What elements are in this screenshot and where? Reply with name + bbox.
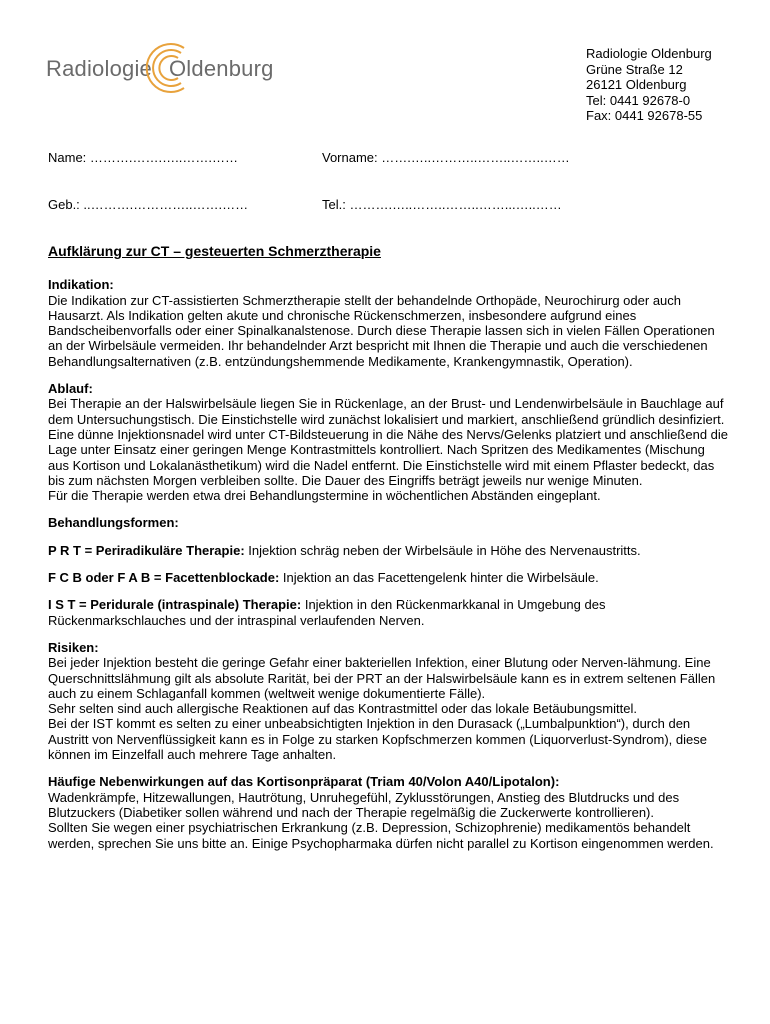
logo-word-oldenburg: Oldenburg <box>169 56 274 81</box>
document-title: Aufklärung zur CT – gesteuerten Schmerztherapie <box>48 243 381 259</box>
treatment-desc: Injektion an das Facettengelenk hinter die Wirbelsäule. <box>279 570 599 586</box>
section-behandlungsformen <box>48 515 728 627</box>
treatment-term: I S T = Peridurale (intraspinale) Therapie: <box>48 597 302 613</box>
treatment-item <box>48 543 728 558</box>
address-line: 26121 Oldenburg <box>586 77 687 92</box>
section-heading: Häufige Nebenwirkungen auf das Kortisonpräparat (Triam 40/Volon A40/Lipotalon): <box>48 774 560 790</box>
clinic-address <box>586 46 712 124</box>
vorname-field[interactable]: Vorname: …….…..………..……..……..…… <box>322 150 570 165</box>
section-text: Für die Therapie werden etwa drei Behandlungstermine in wöchentlichen Abständen eingeplant. <box>48 488 601 504</box>
section-text: Bei der IST kommt es selten zu einer unbeabsichtigten Injektion in den Durasack („Lumbalpunktion“), durch den Austritt von Nervenflüssigkeit kann es in Folge zu starken Kopfschmerzen kommen (Liquorverlust-Syndrom), diese können im Einzelfall auch mehrere Tage anhalten. <box>48 716 707 763</box>
section-heading: Risiken: <box>48 639 99 655</box>
treatment-term: P R T = Periradikuläre Therapie: <box>48 542 245 558</box>
section-text: Bei Therapie an der Halswirbelsäule liegen Sie in Rückenlage, an der Brust- und Lendenwirbelsäule in Bauchlage auf dem Untersuchungstisch. Die Einstichstelle wird zunächst lokalisiert und markiert, anschließend gründlich desinfiziert. Eine dünne Injektionsnadel wird unter CT-Bildsteuerung in die Nähe des Nervs/Gelenks platziert und anschließend die Lage unter Einsatz einer geringen Menge Kontrastmittels kontrolliert. Nach Spritzen des Medikamentes (Mischung aus Kortison und Lokalanästhetikum) wird die Nadel entfernt. Die Einstichstelle wird mit einem Pflaster bedeckt, das bis zum nächsten Morgen verbleiben sollte. Die Dauer des Eingriffs beträgt jeweils nur wenige Minuten. <box>48 396 729 488</box>
section-indikation <box>48 277 728 369</box>
address-fax: Fax: 0441 92678-55 <box>586 108 703 123</box>
address-line: Radiologie Oldenburg <box>586 46 712 61</box>
logo-word-radiologie: Radiologie <box>46 56 152 81</box>
section-heading: Indikation: <box>48 277 114 293</box>
address-phone: Tel: 0441 92678-0 <box>586 92 691 108</box>
geb-field[interactable]: Geb.: ..……….…………..…….…… <box>48 197 249 212</box>
treatment-item <box>48 570 728 585</box>
section-text: Wadenkrämpfe, Hitzewallungen, Hautrötung, Unruhegefühl, Zyklusstörungen, Anstieg des Blutdrucks und des Blutzuckers (Diabetiker sollen während und nach der Therapie regelmäßig die Zuckerwerte kontrollieren). <box>48 789 680 820</box>
document-body <box>48 244 728 863</box>
section-risiken <box>48 640 728 762</box>
section-text: Sehr selten sind auch allergische Reaktionen auf das Kontrastmittel oder das lokale Betäubungsmittel. <box>48 701 637 717</box>
section-text: Die Indikation zur CT-assistierten Schmerztherapie stellt der behandelnde Orthopäde, Neurochirurg oder auch Hausarzt. Als Indikation gelten akute und chronische Rückenschmerzen, insbesondere aufgrund eines Bandscheibenvorfalls oder einer Spinalkanalstenose. Durch diese Therapie lassen sich in vielen Fällen Operationen an der Wirbelsäule vermeiden. Ihr behandelnder Arzt bespricht mit Ihnen die Therapie und auch die verschiedenen Behandlungsalternativen (z.B. entzündungshemmende Medikamente, Krankengymnastik, Operation). <box>48 292 715 369</box>
name-field[interactable]: Name: ……….…….…..…….…… <box>48 150 238 165</box>
address-line: Grüne Straße 12 <box>586 61 683 77</box>
section-heading: Ablauf: <box>48 381 93 397</box>
section-text: Bei jeder Injektion besteht die geringe Gefahr einer bakteriellen Infektion, einer Blutung oder Nerven-lähmung. Eine Querschnittslähmung gilt als absolute Rarität, bei der PRT an der Halswirbelsäule kann es in extrem seltenen Fällen auch zu einem Schlaganfall kommen (weltweit wenige dokumentierte Fälle). <box>48 655 716 701</box>
treatment-desc: Injektion in den Rückenmarkkanal in Umgebung des Rückenmarkschlauches und der intraspinal verlaufenden Nerven. <box>48 597 606 628</box>
section-nebenwirkungen <box>48 774 728 850</box>
treatment-item <box>48 597 728 628</box>
section-ablauf <box>48 381 728 503</box>
treatment-term: F C B oder F A B = Facettenblockade: <box>48 570 280 586</box>
section-heading: Behandlungsformen: <box>48 515 179 531</box>
clinic-logo <box>46 40 286 96</box>
tel-field[interactable]: Tel.: ……….…..……..……..……...…..…… <box>322 197 562 212</box>
section-text: Sollten Sie wegen einer psychiatrischen Erkrankung (z.B. Depression, Schizophrenie) medikamentös behandelt werden, sprechen Sie uns bitte an. Einige Psychopharmaka dürfen nicht parallel zu Kortison eingenommen werden. <box>48 820 714 851</box>
treatment-desc: Injektion schräg neben der Wirbelsäule in Höhe des Nervenaustritts. <box>244 542 641 558</box>
